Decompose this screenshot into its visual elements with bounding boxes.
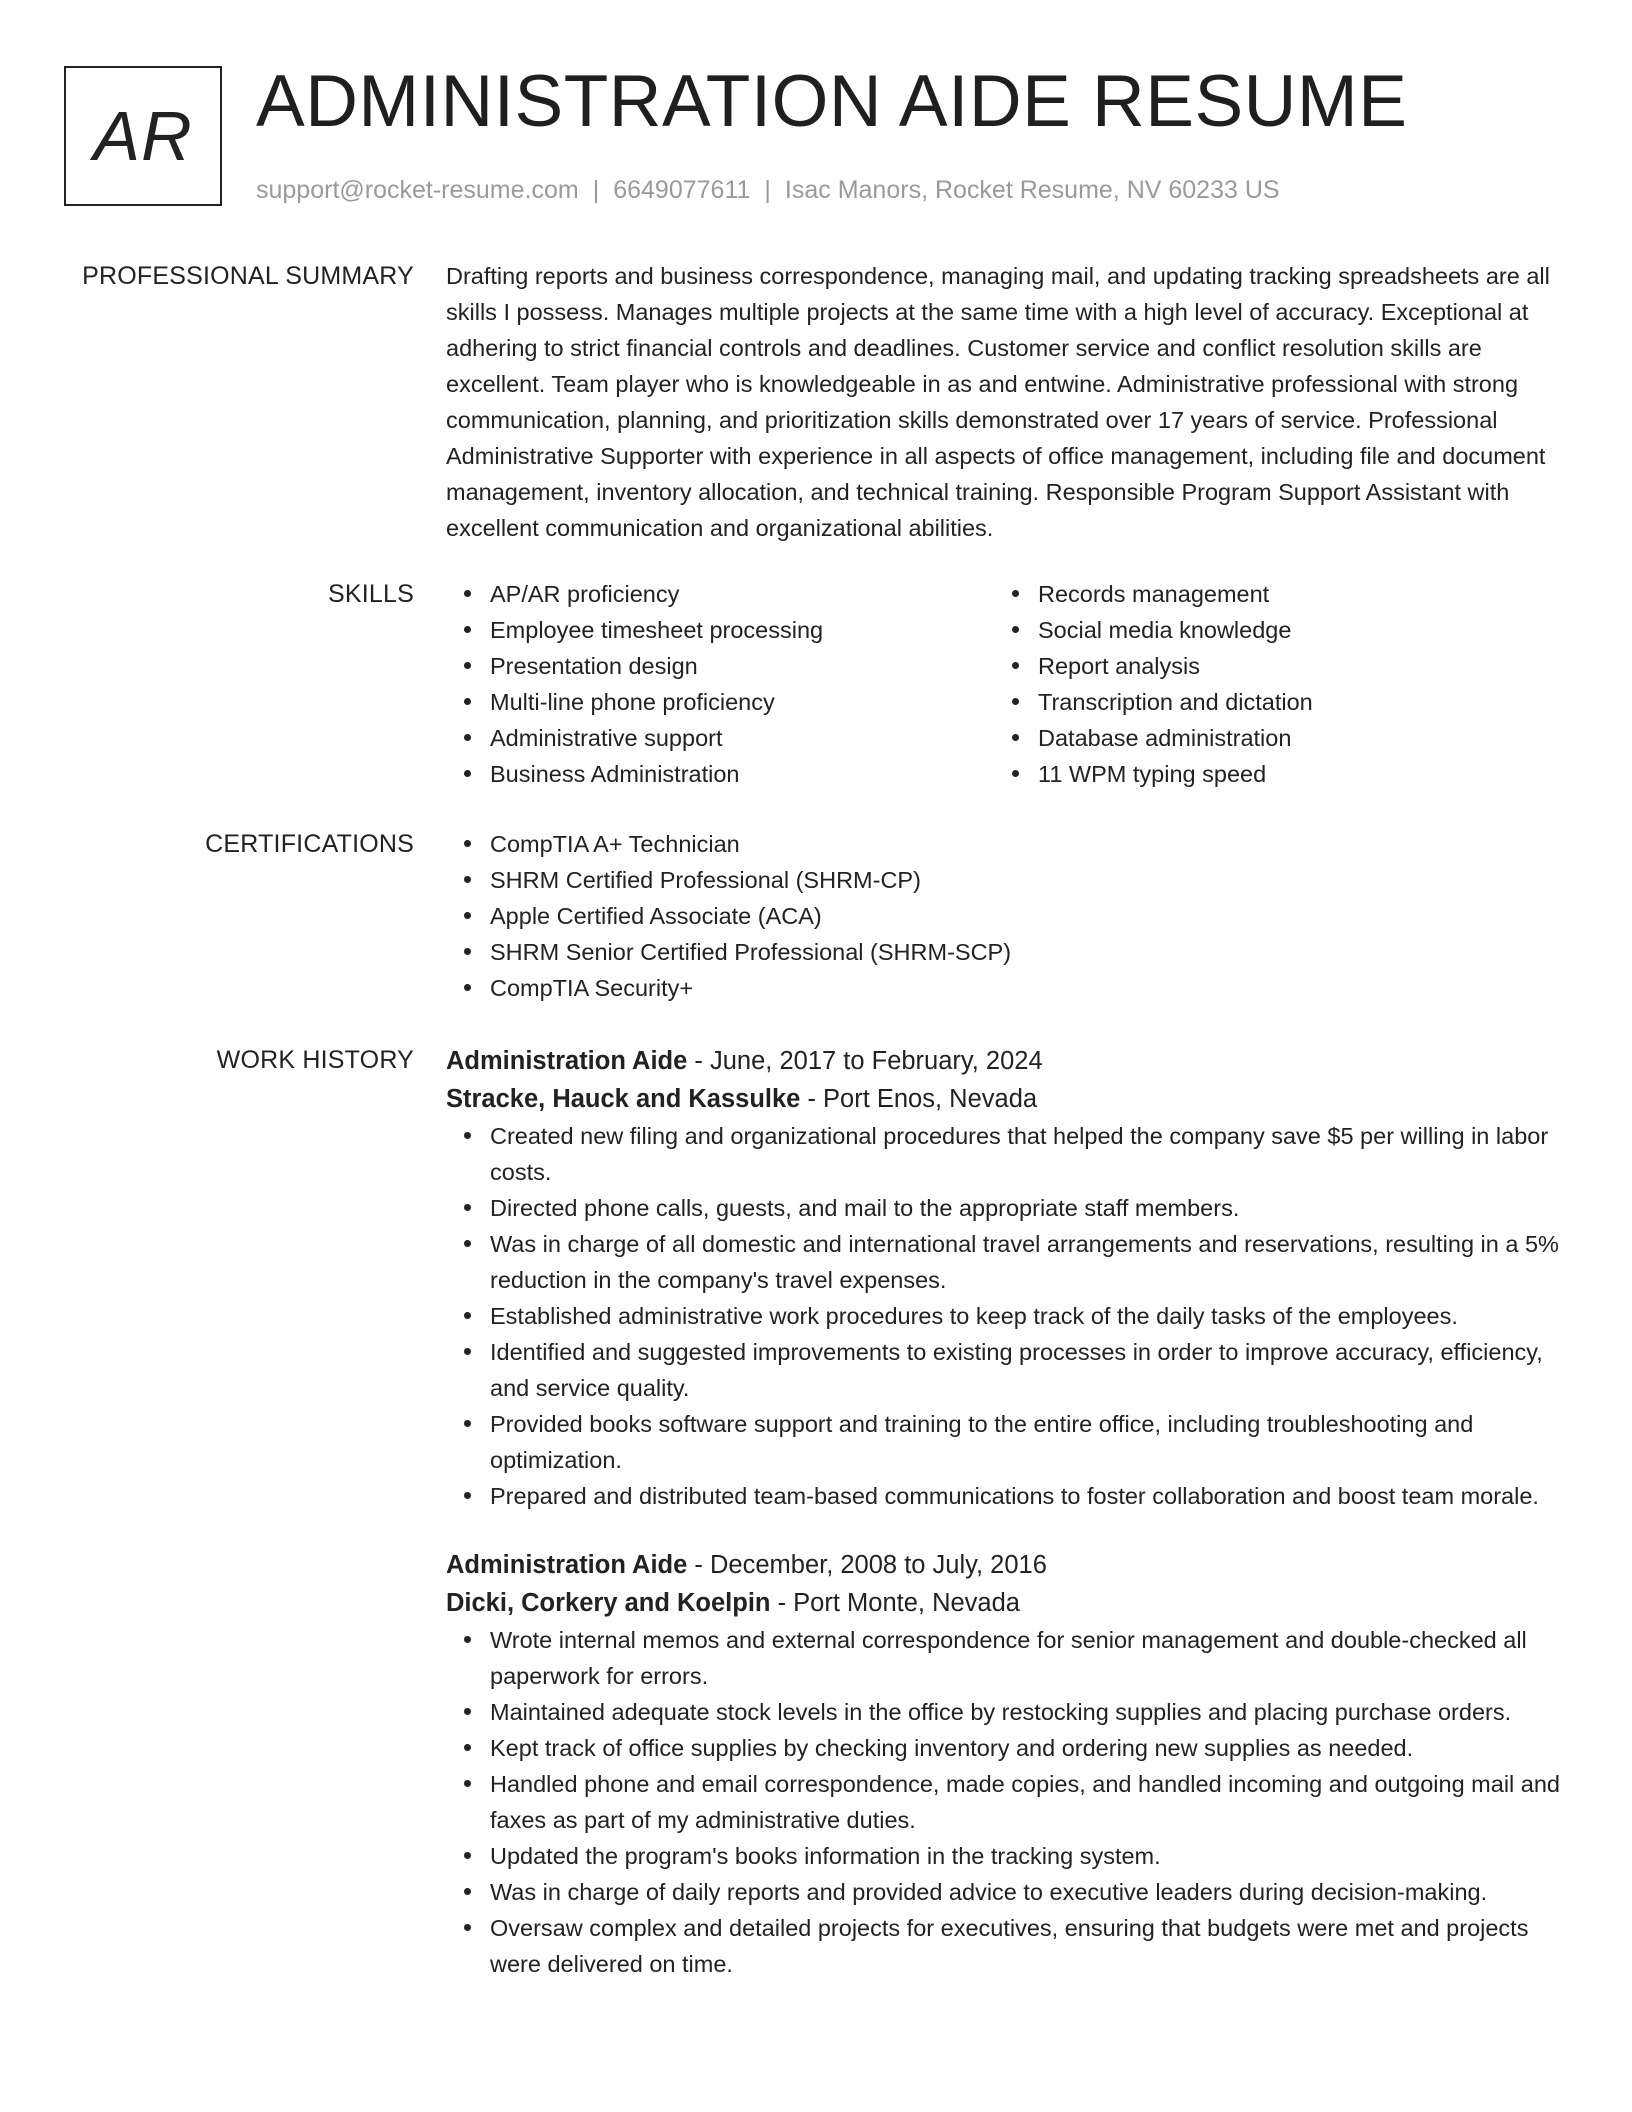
- job-company-line: [446, 1584, 1566, 1622]
- skills-column-left: [446, 576, 994, 792]
- job-title-line: [446, 1042, 1566, 1080]
- resume-title: ADMINISTRATION AIDE RESUME: [256, 61, 1408, 142]
- job-duty: Was in charge of all domestic and international travel arrangements and reservations, resulting in a 5% reduction in the company's travel expenses.: [490, 1226, 1566, 1298]
- certification-item: SHRM Certified Professional (SHRM-CP): [490, 862, 1566, 898]
- job-dates: - December, 2008 to July, 2016: [687, 1551, 1047, 1579]
- job-duty: Updated the program's books information in the tracking system.: [490, 1838, 1566, 1874]
- job-title: Administration Aide: [446, 1047, 688, 1075]
- skill-item: Multi-line phone proficiency: [490, 684, 994, 720]
- skill-item: Social media knowledge: [1038, 612, 1542, 648]
- job-company: Stracke, Hauck and Kassulke: [446, 1085, 801, 1113]
- job-duty: Prepared and distributed team-based communications to foster collaboration and boost team morale.: [490, 1478, 1566, 1514]
- skill-item: Presentation design: [490, 648, 994, 684]
- skills-heading: SKILLS: [328, 580, 414, 608]
- job-dates: - June, 2017 to February, 2024: [687, 1047, 1043, 1075]
- skill-item: Business Administration: [490, 756, 994, 792]
- job-title: Administration Aide: [446, 1551, 688, 1579]
- job-duty: Was in charge of daily reports and provided advice to executive leaders during decision-making.: [490, 1874, 1566, 1910]
- contact-email: support@rocket-resume.com: [256, 176, 579, 204]
- skill-item: 11 WPM typing speed: [1038, 756, 1542, 792]
- certifications-list: [446, 826, 1566, 1006]
- work-history-body: [446, 1042, 1566, 1982]
- job-duty: Identified and suggested improvements to existing processes in order to improve accuracy, efficiency, and service quality.: [490, 1334, 1566, 1406]
- skill-item: Employee timesheet processing: [490, 612, 994, 648]
- skill-item: Transcription and dictation: [1038, 684, 1542, 720]
- certification-item: CompTIA Security+: [490, 970, 1566, 1006]
- summary-body: [446, 258, 1566, 546]
- job-duty: Handled phone and email correspondence, made copies, and handled incoming and outgoing mail and faxes as part of my administrative duties.: [490, 1766, 1566, 1838]
- contact-separator: |: [592, 176, 600, 204]
- skill-item: Administrative support: [490, 720, 994, 756]
- job-duty: Maintained adequate stock levels in the office by restocking supplies and placing purchase orders.: [490, 1694, 1566, 1730]
- certification-item: CompTIA A+ Technician: [490, 826, 1566, 862]
- skill-item: Records management: [1038, 576, 1542, 612]
- job-company: Dicki, Corkery and Koelpin: [446, 1589, 771, 1617]
- skill-item: Database administration: [1038, 720, 1542, 756]
- work-history-heading: WORK HISTORY: [216, 1046, 414, 1074]
- job-duty: Wrote internal memos and external correspondence for senior management and double-checked all paperwork for errors.: [490, 1622, 1566, 1694]
- job-location: - Port Monte, Nevada: [770, 1589, 1020, 1617]
- job-duty: Created new filing and organizational procedures that helped the company save $5 per willing in labor costs.: [490, 1118, 1566, 1190]
- skills-body: [446, 576, 1566, 792]
- job-duty: Kept track of office supplies by checking inventory and ordering new supplies as needed.: [490, 1730, 1566, 1766]
- contact-address: Isac Manors, Rocket Resume, NV 60233 US: [784, 176, 1280, 204]
- job-duty: Established administrative work procedures to keep track of the daily tasks of the employees.: [490, 1298, 1566, 1334]
- skill-item: AP/AR proficiency: [490, 576, 994, 612]
- skills-column-right: [994, 576, 1542, 792]
- job-duty: Oversaw complex and detailed projects for executives, ensuring that budgets were met and projects were delivered on time.: [490, 1910, 1566, 1982]
- summary-heading: PROFESSIONAL SUMMARY: [82, 262, 414, 290]
- certification-item: SHRM Senior Certified Professional (SHRM-SCP): [490, 934, 1566, 970]
- certifications-body: [446, 826, 1566, 1006]
- contact-line: [256, 174, 1280, 206]
- job-entry: [446, 1042, 1566, 1514]
- summary-text: Drafting reports and business correspondence, managing mail, and updating tracking spreadsheets are all skills I possess. Manages multiple projects at the same time with a high level of accuracy. Exceptional at adhering to strict financial controls and deadlines. Customer service and conflict resolution skills are excellent. Team player who is knowledgeable in as and entwine. Administrative professional with strong communication, planning, and prioritization skills demonstrated over 17 years of service. Professional Administrative Supporter with experience in all aspects of office management, including file and document management, inventory allocation, and technical training. Responsible Program Support Assistant with excellent communication and organizational abilities.: [446, 263, 1550, 541]
- job-duties-list: [446, 1118, 1566, 1514]
- job-company-line: [446, 1080, 1566, 1118]
- contact-phone: 6649077611: [613, 176, 751, 204]
- contact-separator: |: [764, 176, 771, 204]
- certification-item: Apple Certified Associate (ACA): [490, 898, 1566, 934]
- skills-list-right: [994, 576, 1542, 792]
- skills-list-left: [446, 576, 994, 792]
- job-location: - Port Enos, Nevada: [800, 1085, 1038, 1113]
- certifications-heading: CERTIFICATIONS: [205, 830, 414, 858]
- monogram-logo: AR: [64, 66, 222, 206]
- job-duty: Directed phone calls, guests, and mail to the appropriate staff members.: [490, 1190, 1566, 1226]
- skill-item: Report analysis: [1038, 648, 1542, 684]
- job-duties-list: [446, 1622, 1566, 1982]
- job-entry: [446, 1546, 1566, 1982]
- job-title-line: [446, 1546, 1566, 1584]
- job-duty: Provided books software support and training to the entire office, including troubleshooting and optimization.: [490, 1406, 1566, 1478]
